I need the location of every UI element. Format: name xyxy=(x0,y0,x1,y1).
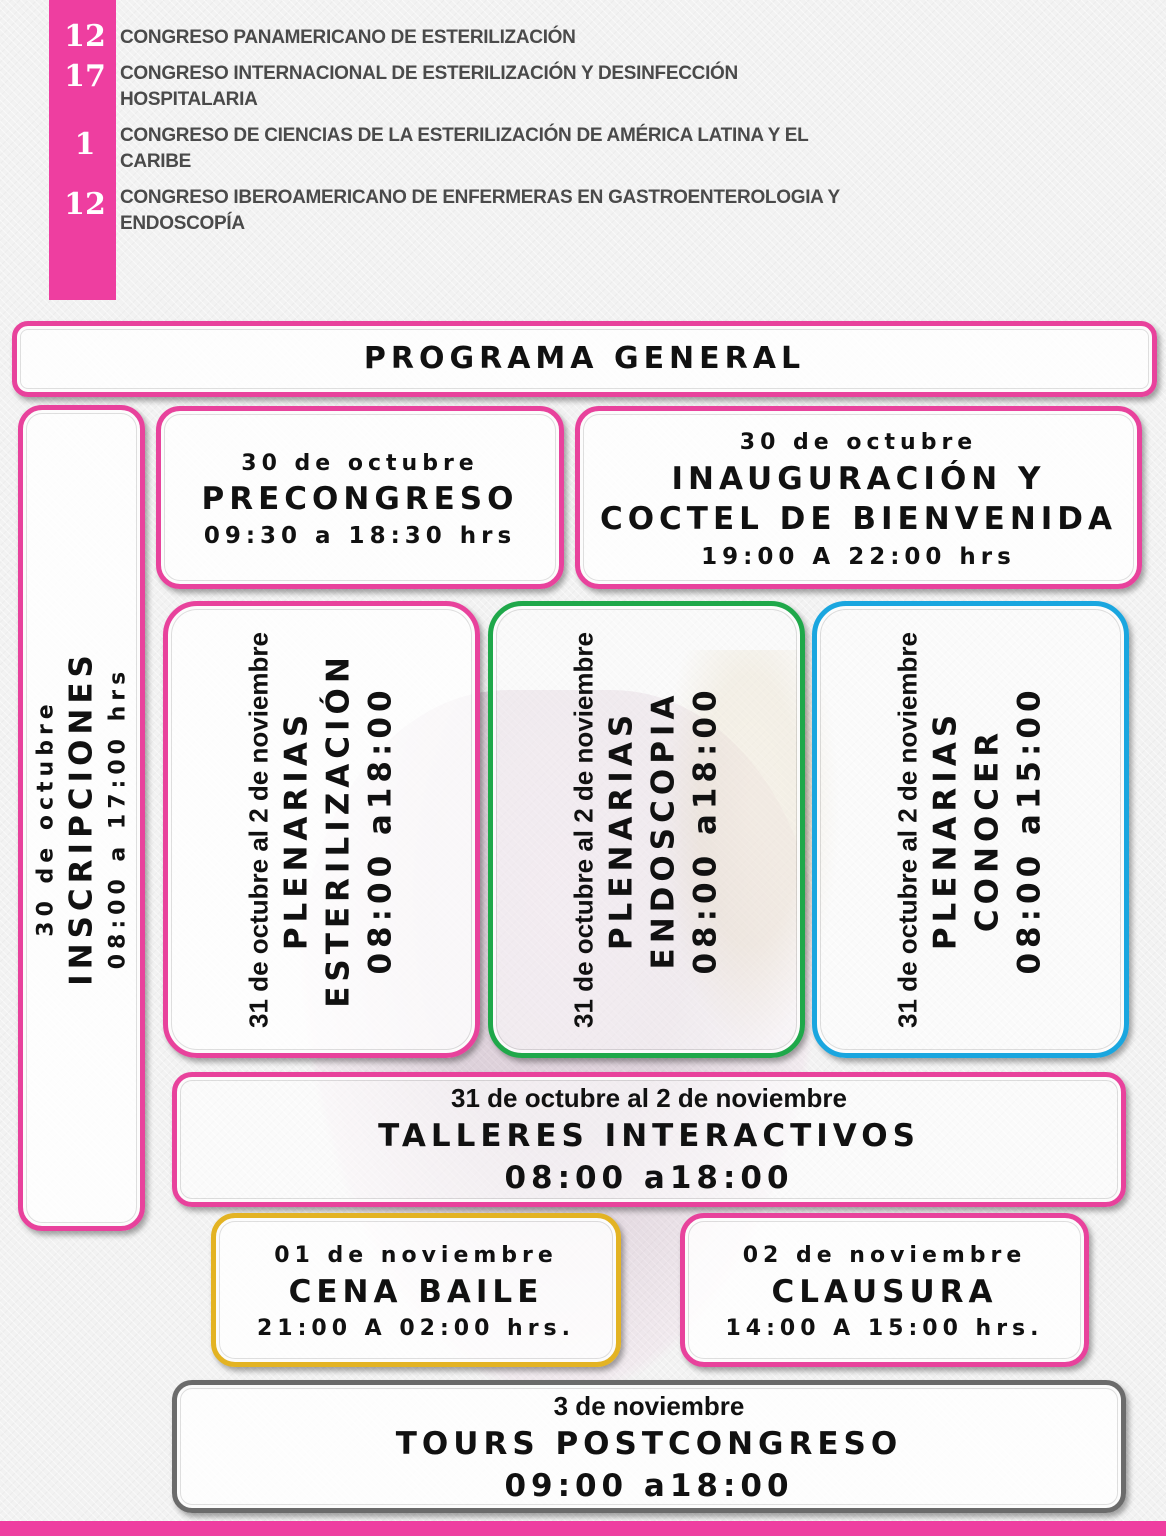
plenarias-esterilizacion-box xyxy=(163,601,480,1058)
congress-title: CONGRESO IBEROAMERICANO DE ENFERMERAS EN GASTROENTEROLOGIA Y ENDOSCOPÍA xyxy=(120,187,840,234)
precongreso-date: 30 de octubre xyxy=(241,451,479,476)
precongreso-time: 09:30 a 18:30 hrs xyxy=(203,523,517,549)
tours-date: 3 de noviembre xyxy=(553,1391,745,1421)
congress-title: CONGRESO DE CIENCIAS DE LA ESTERILIZACIÓN DE AMÉRICA LATINA Y EL CARIBE xyxy=(120,125,809,172)
cena-date: 01 de noviembre xyxy=(274,1243,558,1268)
plenaria-date: 31 de octubre al 2 de noviembre xyxy=(568,631,599,1028)
inauguracion-date: 30 de octubre xyxy=(739,430,978,455)
tours-box xyxy=(172,1380,1126,1513)
congress-number: 1 xyxy=(74,127,96,162)
plenaria-line1: PLENARIAS xyxy=(927,709,964,950)
talleres-date: 31 de octubre al 2 de noviembre xyxy=(451,1083,847,1113)
inscripciones-time: 08:00 a 17:00 hrs xyxy=(104,666,130,970)
plenarias-endoscopia-box xyxy=(488,601,805,1058)
clausura-box xyxy=(680,1213,1089,1367)
plenaria-line1: PLENARIAS xyxy=(603,709,640,950)
tours-time: 09:00 a18:00 xyxy=(504,1468,794,1504)
footer-accent-bar xyxy=(0,1521,1166,1536)
congress-number: 12 xyxy=(64,187,106,222)
congress-number: 17 xyxy=(64,59,106,94)
precongreso-box xyxy=(156,406,564,589)
plenaria-date: 31 de octubre al 2 de noviembre xyxy=(892,631,923,1028)
talleres-box xyxy=(172,1072,1126,1207)
tours-title: TOURS POSTCONGRESO xyxy=(395,1426,903,1462)
inscripciones-date: 30 de octubre xyxy=(32,699,58,937)
clausura-time: 14:00 A 15:00 hrs. xyxy=(725,1316,1044,1341)
inscripciones-title: INSCRIPCIONES xyxy=(62,650,99,986)
plenaria-line2: ESTERILIZACIÓN xyxy=(320,651,357,1008)
inauguracion-box xyxy=(575,406,1142,589)
plenaria-time: 08:00 a18:00 xyxy=(686,684,723,975)
plenaria-time: 08:00 a15:00 xyxy=(1010,684,1047,975)
precongreso-title: PRECONGRESO xyxy=(201,481,519,517)
plenarias-conocer-box xyxy=(812,601,1129,1058)
congress-title: CONGRESO PANAMERICANO DE ESTERILIZACIÓN xyxy=(120,27,576,48)
congress-title: CONGRESO INTERNACIONAL DE ESTERILIZACIÓN Y DESINFECCIÓN HOSPITALARIA xyxy=(120,63,738,110)
plenaria-line2: CONOCER xyxy=(969,727,1006,932)
plenaria-time: 08:00 a18:00 xyxy=(361,684,398,975)
talleres-time: 08:00 a18:00 xyxy=(504,1160,794,1196)
inauguracion-title-line2: COCTEL DE BIENVENIDA xyxy=(599,501,1118,537)
congress-number: 12 xyxy=(64,19,106,54)
program-title: PROGRAMA GENERAL xyxy=(363,341,806,376)
inscripciones-box xyxy=(18,405,145,1231)
talleres-title: TALLERES INTERACTIVOS xyxy=(378,1118,920,1154)
inauguracion-title-line1: INAUGURACIÓN Y xyxy=(671,461,1046,497)
cena-time: 21:00 A 02:00 hrs. xyxy=(256,1316,576,1341)
plenaria-line1: PLENARIAS xyxy=(278,709,315,950)
inauguracion-time: 19:00 A 22:00 hrs xyxy=(701,544,1016,570)
cena-title: CENA BAILE xyxy=(288,1274,544,1310)
plenaria-date: 31 de octubre al 2 de noviembre xyxy=(243,631,274,1028)
clausura-title: CLAUSURA xyxy=(771,1274,998,1310)
plenaria-line2: ENDOSCOPIA xyxy=(645,690,682,969)
cena-baile-box xyxy=(211,1213,621,1367)
program-title-box xyxy=(12,321,1157,397)
clausura-date: 02 de noviembre xyxy=(742,1243,1027,1268)
